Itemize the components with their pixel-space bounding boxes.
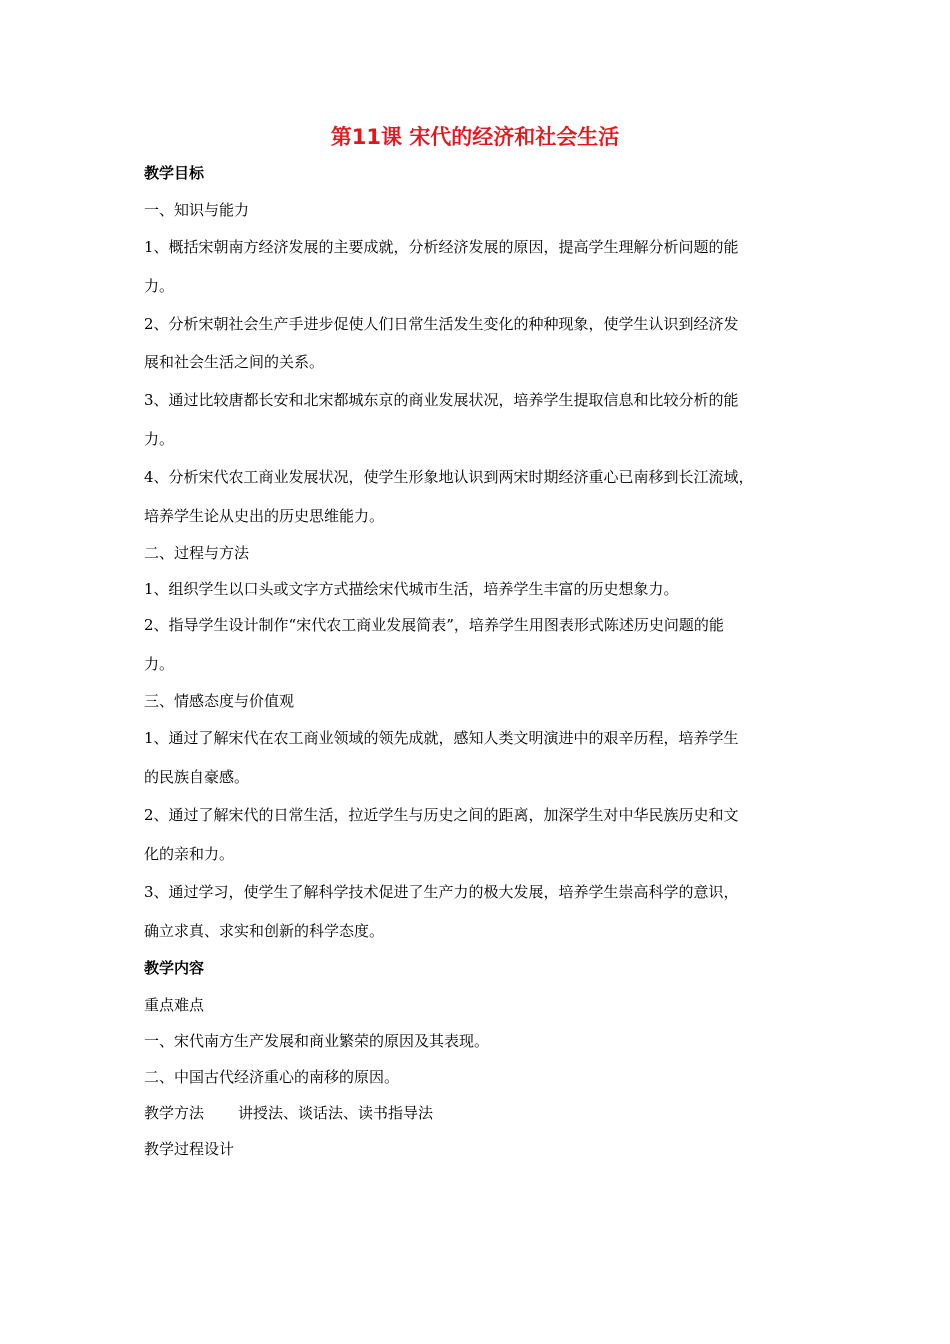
paragraph-line: 一、宋代南方生产发展和商业繁荣的原因及其表现。 — [144, 1032, 490, 1050]
paragraph-line: 2、分析宋朝社会生产手进步促使人们日常生活发生变化的种种现象，使学生认识到经济发 — [144, 315, 739, 333]
paragraph-line: 展和社会生活之间的关系。 — [144, 353, 325, 371]
paragraph-line: 确立求真、求实和创新的科学态度。 — [144, 922, 385, 940]
paragraph-line: 力。 — [144, 277, 175, 295]
paragraph-line: 培养学生论从史出的历史思维能力。 — [144, 507, 385, 525]
paragraph-line: 力。 — [144, 655, 175, 673]
teaching-method-value: 讲授法、谈话法、读书指导法 — [238, 1104, 434, 1122]
subheading-values: 三、情感态度与价值观 — [144, 692, 295, 710]
paragraph-line: 3、通过学习，使学生了解科学技术促进了生产力的极大发展，培养学生崇高科学的意识， — [144, 883, 739, 901]
teaching-process-heading: 教学过程设计 — [144, 1140, 235, 1158]
paragraph-line: 二、中国古代经济重心的南移的原因。 — [144, 1068, 400, 1086]
teaching-method-label: 教学方法 — [144, 1104, 205, 1122]
paragraph-line: 力。 — [144, 430, 175, 448]
heading-teaching-content: 教学内容 — [144, 959, 205, 977]
page-title: 第11课 宋代的经济和社会生活 — [330, 125, 620, 149]
paragraph-line: 1、概括宋朝南方经济发展的主要成就，分析经济发展的原因，提高学生理解分析问题的能 — [144, 238, 739, 256]
paragraph-line: 2、指导学生设计制作“宋代农工商业发展简表”，培养学生用图表形式陈述历史问题的能 — [144, 616, 724, 634]
paragraph-line: 4、分析宋代农工商业发展状况，使学生形象地认识到两宋时期经济重心已南移到长江流域， — [144, 468, 754, 486]
heading-teaching-goals: 教学目标 — [144, 164, 205, 182]
paragraph-line: 3、通过比较唐都长安和北宋都城东京的商业发展状况，培养学生提取信息和比较分析的能 — [144, 391, 739, 409]
paragraph-line: 化的亲和力。 — [144, 845, 235, 863]
paragraph-line: 的民族自豪感。 — [144, 768, 250, 786]
paragraph-line: 1、组织学生以口头或文字方式描绘宋代城市生活，培养学生丰富的历史想象力。 — [144, 580, 679, 598]
paragraph-line: 2、通过了解宋代的日常生活，拉近学生与历史之间的距离，加深学生对中华民族历史和文 — [144, 806, 739, 824]
subheading-process: 二、过程与方法 — [144, 544, 250, 562]
paragraph-line: 1、通过了解宋代在农工商业领域的领先成就，感知人类文明演进中的艰辛历程，培养学生 — [144, 729, 739, 747]
subheading-knowledge: 一、知识与能力 — [144, 201, 250, 219]
teaching-method-line — [144, 1102, 433, 1124]
subheading-key-points: 重点难点 — [144, 996, 205, 1014]
